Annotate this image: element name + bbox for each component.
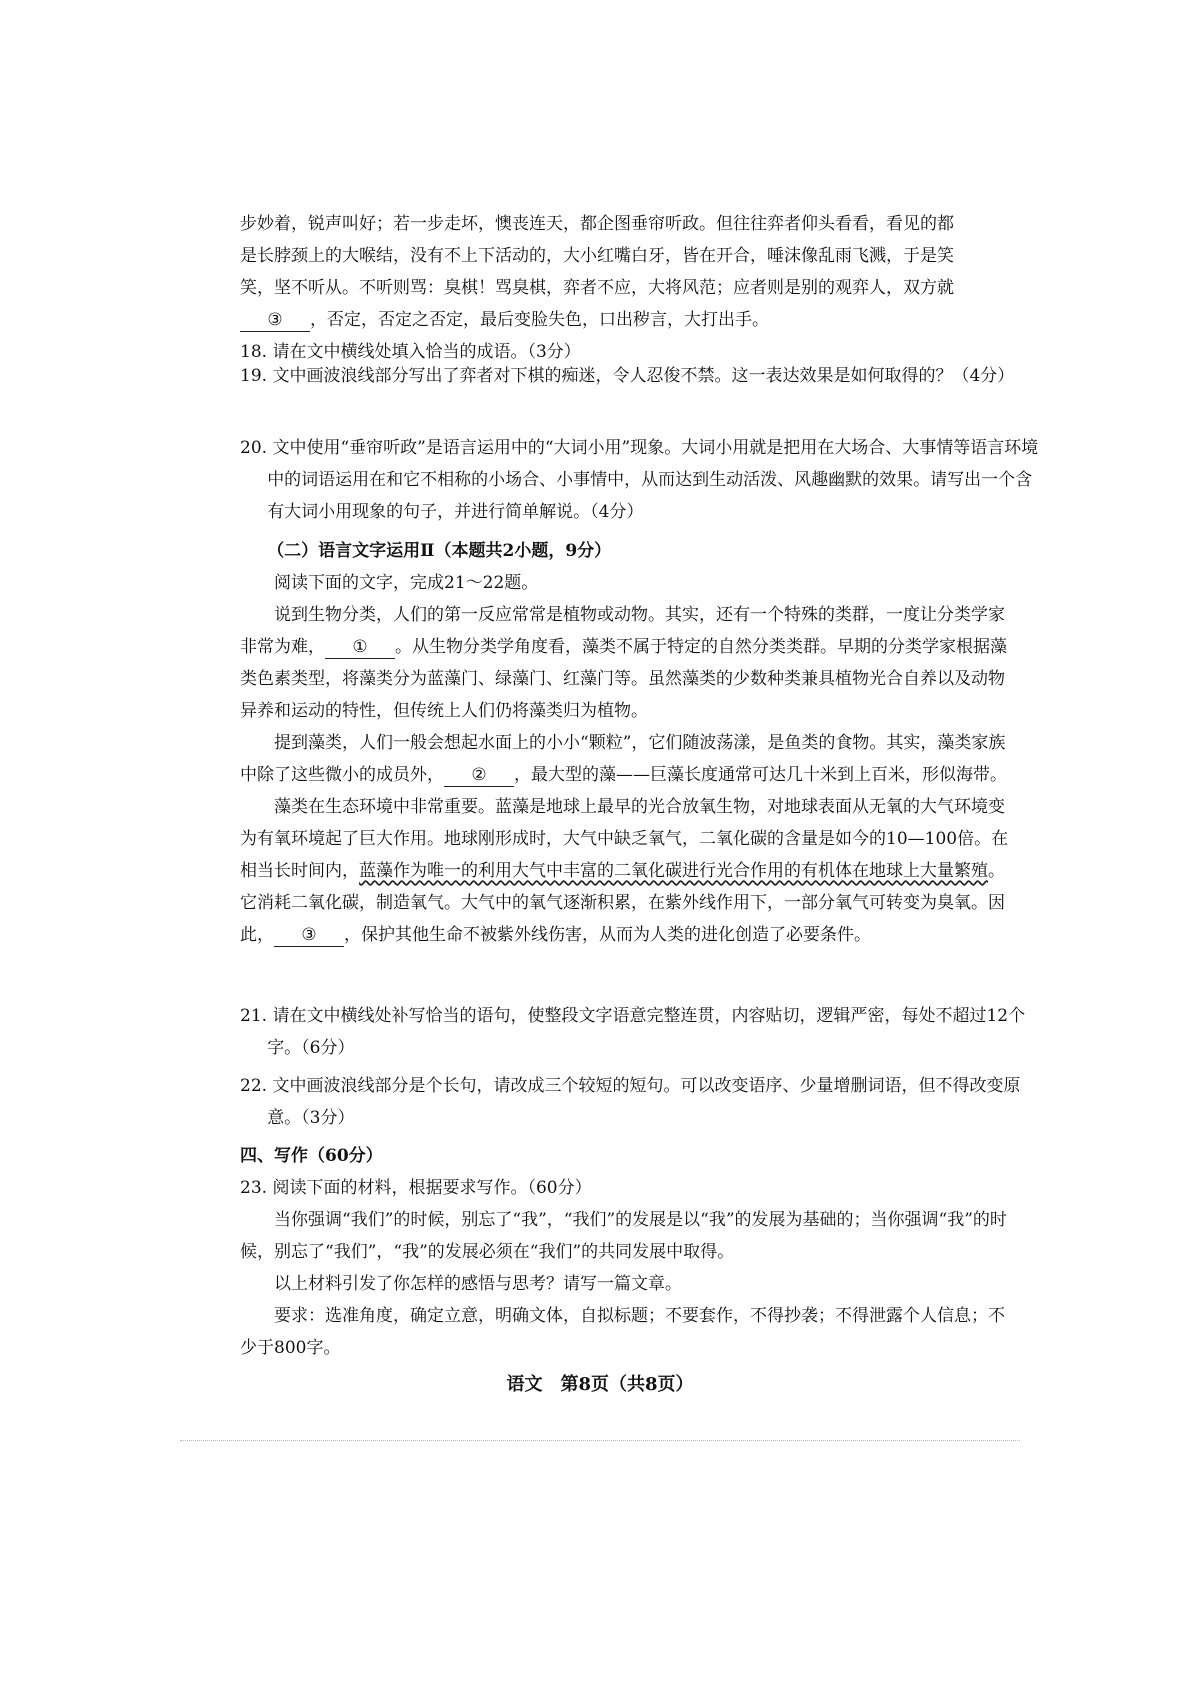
- question-21: 21. 请在文中横线处补写恰当的语句，使整段文字语意完整连贯，内容贴切，逻辑严密，每处不超过12个字。（6分）: [240, 1006, 1026, 1058]
- section-4: [240, 1140, 1012, 1364]
- section-2-intro: 阅读下面的文字，完成21～22题。: [274, 573, 539, 593]
- paragraph-1: 说到生物分类，人们的第一反应常常是植物或动物。其实，还有一个特殊的类群，一度让分类学家非常为难， ① 。从生物分类学角度看，藻类不属于特定的自然分类类群。早期的分类学家根据藻类色素类型，将藻类分为蓝藻门、绿藻门、红藻门等。虽然藻类的少数种类兼具植物光合自养以及动物异养和运动的特性，但传统上人们仍将藻类归为植物。: [240, 605, 1007, 721]
- question-19: 19. 文中画波浪线部分写出了弈者对下棋的痴迷，令人忍俊不禁。这一表达效果是如何取得的？（4分）: [240, 366, 1015, 386]
- passage-line: 步妙着，锐声叫好；若一步走坏，懊丧连天，都企图垂帘听政。但往往弈者仰头看看，看见的都: [240, 214, 954, 234]
- question-22: 22. 文中画波浪线部分是个长句，请改成三个较短的短句。可以改变语序、少量增删词语，但不得改变原意。（3分）: [240, 1076, 1021, 1128]
- section-4-heading: 四、写作（60分）: [240, 1146, 383, 1166]
- blank-3: ③: [274, 924, 344, 947]
- paragraph-3: 藻类在生态环境中非常重要。蓝藻是地球上最早的光合放氧生物，对地球表面从无氧的大气环境变为有氧环境起了巨大作用。地球刚形成时，大气中缺乏氧气，二氧化碳的含量是如今的10—100倍。在相当长时间内，蓝藻作为唯一的利用大气中丰富的二氧化碳进行光合作用的有机体在地球上大量繁殖。它消耗二氧化碳，制造氧气。大气中的氧气逐渐积累，在紫外线作用下，一部分氧气可转变为臭氧。因此， ③ ，保护其他生命不被紫外线伤害，从而为人类的进化创造了必要条件。: [240, 797, 1009, 945]
- passage-line: 是长脖颈上的大喉结，没有不上下活动的，大小红嘴白牙，皆在开合，唾沫像乱雨飞溅，于是笑: [240, 246, 954, 266]
- question-18: 18. 请在文中横线处填入恰当的成语。（3分）: [240, 342, 581, 362]
- wavy-underlined-sentence: 蓝藻作为唯一的利用大气中丰富的二氧化碳进行光合作用的有机体在地球上大量繁殖: [359, 861, 988, 881]
- blank-2: ②: [444, 764, 514, 787]
- passage-line-text: ，否定，否定之否定，最后变脸失色，口出秽言，大打出手。: [310, 310, 769, 330]
- divider: [180, 1440, 1020, 1441]
- writing-prompt: 以上材料引发了你怎样的感悟与思考？请写一篇文章。: [274, 1274, 682, 1294]
- passage-line: [240, 304, 1012, 336]
- paragraph-2: 提到藻类，人们一般会想起水面上的小小“颗粒”，它们随波荡漾，是鱼类的食物。其实，藻类家族中除了这些微小的成员外， ② ，最大型的藻——巨藻长度通常可达几十米到上百米，形似海带。: [240, 733, 1007, 785]
- question-20: 20. 文中使用“垂帘听政”是语言运用中的“大词小用”现象。大词小用就是把用在大场合、大事情等语言环境中的词语运用在和它不相称的小场合、小事情中，从而达到生动活泼、风趣幽默的效果。请写出一个含有大词小用现象的句子，并进行简单解说。（4分）: [240, 438, 1039, 522]
- writing-requirements: 要求：选准角度，确定立意，明确文体，自拟标题；不要套作，不得抄袭；不得泄露个人信息；不少于800字。: [240, 1306, 1005, 1358]
- passage-continuation: [240, 208, 1012, 336]
- blank-1: ①: [325, 636, 395, 659]
- blank-3: ③: [240, 309, 310, 332]
- writing-material: 当你强调“我们”的时候，别忘了“我”，“我们”的发展是以“我”的发展为基础的；当你强调“我”的时候，别忘了“我们”，“我”的发展必须在“我们”的共同发展中取得。: [240, 1210, 1007, 1262]
- question-23: 23. 阅读下面的材料，根据要求写作。（60分）: [240, 1178, 592, 1198]
- passage-line: 笑，坚不听从。不听则骂：臭棋！骂臭棋，弈者不应，大将风范；应者则是别的观弈人，双方就: [240, 278, 954, 298]
- section-2-heading: （二）语言文字运用Ⅱ（本题共2小题，9分）: [267, 541, 612, 561]
- page-footer: 语文 第8页（共8页）: [506, 1374, 694, 1395]
- section-2: [240, 535, 1012, 951]
